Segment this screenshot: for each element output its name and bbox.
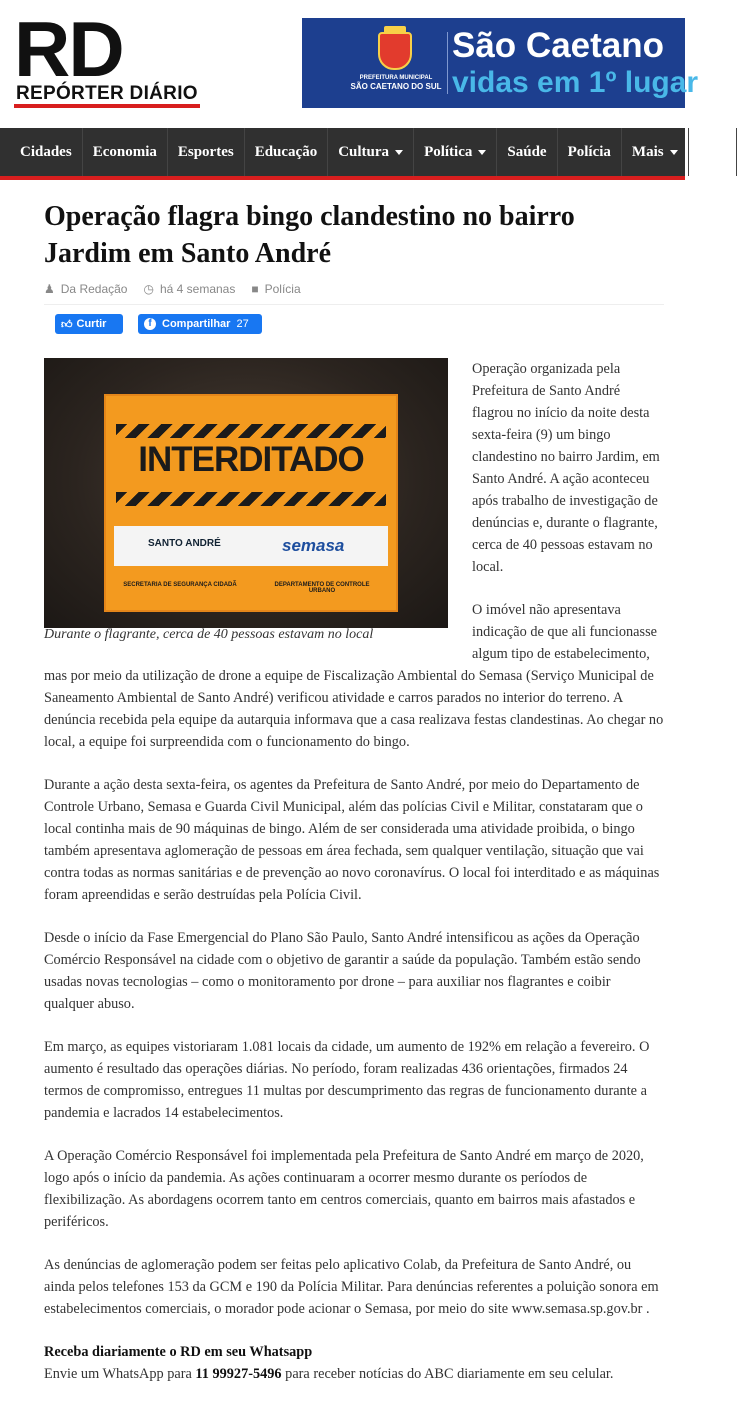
main-navigation (0, 128, 727, 176)
site-logo[interactable] (14, 5, 200, 112)
clock-icon: ◷ (143, 282, 154, 296)
logo-rd-text: RD (14, 5, 123, 93)
article-paragraph: Operação organizada pela Prefeitura de Santo André flagrou no início da noite desta sexta-feira (9) um bingo clandestino no bairro Jardim, em Santo André. A ação aconteceu após trabalho de investigação de denúncias e, durante o flagrante, cerca de 40 pessoas estavam no local. (472, 361, 660, 575)
article-body (44, 358, 664, 1385)
nav-item-economia[interactable] (83, 128, 168, 176)
meta-time (143, 282, 235, 296)
share-count: 27 (236, 318, 249, 330)
cta-text-before: Envie um WhatsApp para (44, 1366, 196, 1382)
banner-slogan-part2: º lugar (605, 66, 699, 99)
nav-item-label: Economia (92, 144, 157, 160)
banner-divider (447, 32, 448, 94)
nav-item-cultura[interactable] (328, 128, 414, 176)
nav-accent-bar (0, 176, 685, 180)
nav-item-label: Mais (631, 144, 664, 160)
nav-item-label: Política (424, 144, 473, 160)
author-name: Da Redação (60, 282, 128, 296)
like-button[interactable] (55, 314, 123, 334)
article-paragraph: As denúncias de aglomeração podem ser feitas pelo aplicativo Colab, da Prefeitura de Santo André, ou ainda pelos telefones 153 da GCM e 190 da Polícia Militar. Para denúncias referentes a poluição sonora em estabelecimentos comerciais, o morador pode acionar o Semasa, por meio do site www.semasa.sp.gov.br . (44, 1257, 659, 1317)
article-paragraph: Durante a ação desta sexta-feira, os agentes da Prefeitura de Santo André, por meio do Departamento de Controle Urbano, Semasa e Guarda Civil Municipal, além das polícias Civil e Militar, constataram que o local continha mais de 90 máquinas de bingo. Além de ser considerada uma atividade proibida, o bingo também apresentava aglomeração de pessoas em área fechada, sem qualquer ventilação, situação que vai contra todas as normas sanitárias e de prevenção ao novo coronavírus. O local foi interditado e as máquinas foram apreendidas e serão destruídas pela Polícia Civil. (44, 777, 660, 903)
nav-item-label: Polícia (567, 144, 611, 160)
chevron-down-icon (478, 150, 486, 155)
chevron-down-icon (395, 150, 403, 155)
nav-item-label: Saúde (507, 144, 547, 160)
santo-andre-logo: SANTO ANDRÉ (148, 538, 221, 549)
logo-underline (14, 104, 200, 108)
nav-item-label: Esportes (177, 144, 234, 160)
nav-item-policia[interactable] (558, 128, 622, 176)
facebook-icon: f (144, 318, 156, 330)
share-button[interactable] (138, 314, 262, 334)
banner-small-line2: SÃO CAETANO DO SUL (350, 82, 442, 91)
nav-item-politica[interactable] (414, 128, 497, 176)
cta-text-after: para receber notícias do ABC diariamente em seu celular. (281, 1366, 614, 1382)
site-header (0, 0, 699, 128)
article-paragraph: O imóvel não apresentava indicação de que ali funcionasse algum tipo de estabelecimento, mas por meio da utilização de drone a equipe de Fiscalização Ambiental do Semasa (Serviço Municipal de Saneamento Ambiental de Santo André) verificou atividade e carros parados no interior do terreno. A denúncia recebida pela equipe da autarquia informava que a casa realizava festas clandestinas. Ao chegar no local, a equipe foi surpreendida com o funcionamento do bingo. (44, 602, 664, 750)
image-caption: Durante o flagrante, cerca de 40 pessoas estavam no local (44, 627, 374, 642)
whatsapp-cta-text (44, 1363, 664, 1385)
nav-item-cidades[interactable] (0, 128, 83, 176)
ad-banner[interactable] (302, 18, 699, 108)
article-paragraph: A Operação Comércio Responsável foi implementada pela Prefeitura de Santo André em março de 2020, logo após o início da pandemia. As ações continuaram a ocorrer mesmo durante os períodos de flexibilização. As abordagens ocorrem tanto em centros comerciais, quanto em bairros mais afastados e periféricos. (44, 1148, 644, 1230)
publish-time: há 4 semanas (159, 282, 236, 296)
folder-icon: ■ (251, 282, 259, 296)
nav-item-label: Educação (254, 144, 318, 160)
nav-item-label: Edit (698, 144, 727, 160)
city-crest-icon (378, 32, 412, 70)
banner-small-line1: PREFEITURA MUNICIPAL (359, 75, 433, 81)
logo-subtitle: REPÓRTER DIÁRIO (16, 83, 198, 104)
nav-item-label: Cidades (20, 144, 72, 160)
chevron-down-icon (670, 150, 678, 155)
nav-item-edit[interactable] (689, 128, 737, 176)
thumbs-up-icon: 👍︎ (61, 318, 73, 331)
like-label: Curtir (76, 318, 107, 330)
whatsapp-cta-title: Receba diariamente o RD em seu Whatsapp (44, 1344, 313, 1360)
sign-foot-left: SECRETARIA DE SEGURANÇA CIDADÃ (123, 582, 237, 588)
nav-item-mais[interactable] (622, 128, 689, 176)
whatsapp-phone[interactable]: 11 99927-5496 (195, 1366, 282, 1382)
share-label: Compartilhar (162, 318, 231, 330)
nav-item-saude[interactable] (497, 128, 557, 176)
article-title: Operação flagra bingo clandestino no bairro Jardim em Santo André (44, 201, 575, 269)
semasa-logo: semasa (282, 536, 345, 555)
banner-slogan (452, 66, 698, 100)
article-paragraph: Em março, as equipes vistoriaram 1.081 locais da cidade, um aumento de 192% em relação a fevereiro. O aumento é resultado das operações diárias. No período, foram realizadas 436 orientações, firmados 24 termos de compromisso, entregues 11 multas por descumprimento das regras de funcionamento durante a pandemia e lacrados 14 estabelecimentos. (44, 1039, 650, 1121)
article-meta (44, 282, 317, 296)
banner-slogan-part1: vidas em 1 (452, 66, 606, 99)
meta-divider (44, 304, 664, 305)
nav-item-esportes[interactable] (168, 128, 245, 176)
nav-item-educacao[interactable] (245, 128, 329, 176)
meta-category[interactable] (251, 282, 300, 296)
meta-author[interactable] (44, 282, 127, 296)
nav-item-label: Cultura (338, 144, 390, 160)
sign-text: INTERDITADO (138, 440, 364, 479)
sign-foot-right: DEPARTAMENTO DE CONTROLE URBANO (274, 582, 370, 594)
banner-headline: São Caetano (452, 26, 664, 65)
user-icon: ♟ (44, 282, 55, 296)
article-paragraph: Desde o início da Fase Emergencial do Plano São Paulo, Santo André intensificou as ações da Operação Comércio Responsável na cidade com o objetivo de garantir a saúde da população. Também estão sendo usadas novas tecnologias – como o monitoramento por drone – para auxiliar nos flagrantes e coibir qualquer abuso. (44, 930, 641, 1012)
category-name: Polícia (264, 282, 301, 296)
